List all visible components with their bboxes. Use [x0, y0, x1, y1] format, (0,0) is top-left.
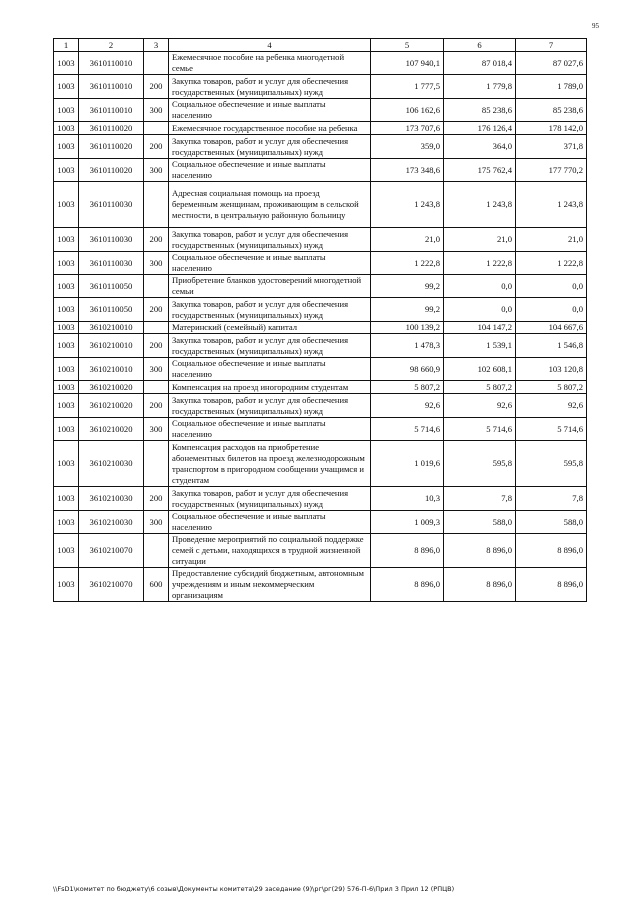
amount-col7-cell: 92,6 — [516, 394, 587, 418]
expense-type-cell — [144, 441, 169, 487]
item-name-cell: Закупка товаров, работ и услуг для обеспечения государственных (муниципальных) нужд — [169, 298, 371, 322]
amount-col6-cell: 364,0 — [444, 135, 516, 159]
item-name-cell: Закупка товаров, работ и услуг для обеспечения государственных (муниципальных) нужд — [169, 394, 371, 418]
section-code-cell: 1003 — [54, 228, 79, 252]
item-name-cell: Социальное обеспечение и иные выплаты населению — [169, 511, 371, 534]
section-code-cell: 1003 — [54, 298, 79, 322]
table-body — [54, 52, 587, 602]
target-article-cell: 3610210030 — [79, 441, 144, 487]
expense-type-cell: 300 — [144, 511, 169, 534]
target-article-cell: 3610110020 — [79, 122, 144, 135]
expense-type-cell: 200 — [144, 298, 169, 322]
amount-col7-cell: 178 142,0 — [516, 122, 587, 135]
amount-col6-cell: 8 896,0 — [444, 534, 516, 568]
item-name-cell: Социальное обеспечение и иные выплаты населению — [169, 252, 371, 275]
amount-col5-cell: 8 896,0 — [371, 534, 444, 568]
section-code-cell: 1003 — [54, 159, 79, 182]
header-cell: 1 — [54, 39, 79, 52]
amount-col7-cell: 5 714,6 — [516, 418, 587, 441]
item-name-cell: Социальное обеспечение и иные выплаты населению — [169, 99, 371, 122]
item-name-cell: Ежемесячное пособие на ребенка многодетной семье — [169, 52, 371, 75]
expense-type-cell: 200 — [144, 75, 169, 99]
amount-col7-cell: 7,8 — [516, 487, 587, 511]
target-article-cell: 3610110020 — [79, 135, 144, 159]
expense-type-cell — [144, 534, 169, 568]
amount-col5-cell: 100 139,2 — [371, 322, 444, 334]
amount-col6-cell: 102 608,1 — [444, 358, 516, 381]
item-name-cell: Закупка товаров, работ и услуг для обеспечения государственных (муниципальных) нужд — [169, 228, 371, 252]
target-article-cell: 3610210070 — [79, 568, 144, 602]
amount-col6-cell: 176 126,4 — [444, 122, 516, 135]
page-number: 95 — [592, 22, 599, 30]
amount-col5-cell: 1 009,3 — [371, 511, 444, 534]
amount-col7-cell: 8 896,0 — [516, 568, 587, 602]
target-article-cell: 3610210030 — [79, 487, 144, 511]
table-row — [54, 568, 587, 602]
amount-col7-cell: 104 667,6 — [516, 322, 587, 334]
amount-col7-cell: 0,0 — [516, 275, 587, 298]
amount-col7-cell: 8 896,0 — [516, 534, 587, 568]
expense-type-cell: 300 — [144, 252, 169, 275]
amount-col7-cell: 1 222,8 — [516, 252, 587, 275]
target-article-cell: 3610110030 — [79, 182, 144, 228]
section-code-cell: 1003 — [54, 322, 79, 334]
amount-col5-cell: 173 348,6 — [371, 159, 444, 182]
header-cell: 3 — [144, 39, 169, 52]
footer-file-path: \\FsD1\комитет по бюджету\6 созыв\Документы комитета\29 заседание (9)\рг\рг(29) 576-П-6\Прил 3 Прил 12 (РПЦВ) — [53, 885, 455, 893]
expense-type-cell: 200 — [144, 135, 169, 159]
item-name-cell: Закупка товаров, работ и услуг для обеспечения государственных (муниципальных) нужд — [169, 334, 371, 358]
section-code-cell: 1003 — [54, 381, 79, 394]
section-code-cell: 1003 — [54, 99, 79, 122]
amount-col7-cell: 588,0 — [516, 511, 587, 534]
amount-col7-cell: 595,8 — [516, 441, 587, 487]
amount-col7-cell: 1 546,8 — [516, 334, 587, 358]
amount-col5-cell: 92,6 — [371, 394, 444, 418]
section-code-cell: 1003 — [54, 394, 79, 418]
section-code-cell: 1003 — [54, 418, 79, 441]
amount-col6-cell: 85 238,6 — [444, 99, 516, 122]
section-code-cell: 1003 — [54, 568, 79, 602]
section-code-cell: 1003 — [54, 358, 79, 381]
target-article-cell: 3610210020 — [79, 418, 144, 441]
item-name-cell: Закупка товаров, работ и услуг для обеспечения государственных (муниципальных) нужд — [169, 75, 371, 99]
target-article-cell: 3610110010 — [79, 52, 144, 75]
amount-col6-cell: 5 714,6 — [444, 418, 516, 441]
amount-col5-cell: 1 019,6 — [371, 441, 444, 487]
section-code-cell: 1003 — [54, 511, 79, 534]
expense-type-cell — [144, 52, 169, 75]
target-article-cell: 3610110050 — [79, 275, 144, 298]
amount-col6-cell: 5 807,2 — [444, 381, 516, 394]
target-article-cell: 3610210030 — [79, 511, 144, 534]
target-article-cell: 3610210010 — [79, 358, 144, 381]
table-row — [54, 52, 587, 75]
amount-col7-cell: 177 770,2 — [516, 159, 587, 182]
item-name-cell: Предоставление субсидий бюджетным, автономным учреждениям и иным некоммерческим организациям — [169, 568, 371, 602]
target-article-cell: 3610210070 — [79, 534, 144, 568]
table-row — [54, 228, 587, 252]
amount-col5-cell: 99,2 — [371, 298, 444, 322]
amount-col5-cell: 10,3 — [371, 487, 444, 511]
amount-col6-cell: 87 018,4 — [444, 52, 516, 75]
header-cell: 2 — [79, 39, 144, 52]
amount-col5-cell: 8 896,0 — [371, 568, 444, 602]
item-name-cell: Социальное обеспечение и иные выплаты населению — [169, 418, 371, 441]
expense-type-cell — [144, 381, 169, 394]
header-cell: 4 — [169, 39, 371, 52]
section-code-cell: 1003 — [54, 487, 79, 511]
amount-col6-cell: 21,0 — [444, 228, 516, 252]
target-article-cell: 3610210010 — [79, 334, 144, 358]
amount-col5-cell: 5 714,6 — [371, 418, 444, 441]
section-code-cell: 1003 — [54, 252, 79, 275]
target-article-cell: 3610110020 — [79, 159, 144, 182]
amount-col6-cell: 175 762,4 — [444, 159, 516, 182]
section-code-cell: 1003 — [54, 441, 79, 487]
item-name-cell: Закупка товаров, работ и услуг для обеспечения государственных (муниципальных) нужд — [169, 135, 371, 159]
amount-col5-cell: 1 222,8 — [371, 252, 444, 275]
amount-col5-cell: 1 243,8 — [371, 182, 444, 228]
item-name-cell: Компенсация расходов на приобретение абонементных билетов на проезд железнодорожным транспортом в пригородном сообщении учащимся и студентам — [169, 441, 371, 487]
amount-col5-cell: 173 707,6 — [371, 122, 444, 135]
table-row — [54, 159, 587, 182]
amount-col5-cell: 21,0 — [371, 228, 444, 252]
amount-col6-cell: 0,0 — [444, 275, 516, 298]
item-name-cell: Социальное обеспечение и иные выплаты населению — [169, 159, 371, 182]
section-code-cell: 1003 — [54, 534, 79, 568]
amount-col6-cell: 595,8 — [444, 441, 516, 487]
table-row — [54, 135, 587, 159]
table-row — [54, 334, 587, 358]
amount-col7-cell: 5 807,2 — [516, 381, 587, 394]
section-code-cell: 1003 — [54, 275, 79, 298]
expense-type-cell: 200 — [144, 334, 169, 358]
table-row — [54, 252, 587, 275]
amount-col5-cell: 99,2 — [371, 275, 444, 298]
item-name-cell: Приобретение бланков удостоверений многодетной семьи — [169, 275, 371, 298]
header-cell: 7 — [516, 39, 587, 52]
item-name-cell: Материнский (семейный) капитал — [169, 322, 371, 334]
amount-col7-cell: 85 238,6 — [516, 99, 587, 122]
table-row — [54, 487, 587, 511]
table-row — [54, 75, 587, 99]
expense-type-cell: 600 — [144, 568, 169, 602]
table-row — [54, 418, 587, 441]
amount-col7-cell: 1 243,8 — [516, 182, 587, 228]
item-name-cell: Проведение мероприятий по социальной поддержке семей с детьми, находящихся в трудной жизненной ситуации — [169, 534, 371, 568]
amount-col7-cell: 0,0 — [516, 298, 587, 322]
amount-col6-cell: 1 539,1 — [444, 334, 516, 358]
amount-col6-cell: 8 896,0 — [444, 568, 516, 602]
table-row — [54, 322, 587, 334]
amount-col7-cell: 1 789,0 — [516, 75, 587, 99]
amount-col5-cell: 98 660,9 — [371, 358, 444, 381]
expense-type-cell: 200 — [144, 394, 169, 418]
item-name-cell: Адресная социальная помощь на проезд беременным женщинам, проживающим в сельской местности, в центральную районную больницу — [169, 182, 371, 228]
expense-type-cell — [144, 322, 169, 334]
amount-col7-cell: 371,8 — [516, 135, 587, 159]
budget-table — [53, 38, 587, 602]
amount-col5-cell: 1 777,5 — [371, 75, 444, 99]
table-row — [54, 441, 587, 487]
table-row — [54, 511, 587, 534]
amount-col7-cell: 103 120,8 — [516, 358, 587, 381]
expense-type-cell — [144, 182, 169, 228]
section-code-cell: 1003 — [54, 182, 79, 228]
target-article-cell: 3610210010 — [79, 322, 144, 334]
expense-type-cell: 200 — [144, 228, 169, 252]
table-row — [54, 358, 587, 381]
table-row — [54, 394, 587, 418]
table-row — [54, 298, 587, 322]
item-name-cell: Социальное обеспечение и иные выплаты населению — [169, 358, 371, 381]
amount-col7-cell: 21,0 — [516, 228, 587, 252]
target-article-cell: 3610110010 — [79, 75, 144, 99]
amount-col5-cell: 5 807,2 — [371, 381, 444, 394]
header-cell: 5 — [371, 39, 444, 52]
item-name-cell: Ежемесячное государственное пособие на ребенка — [169, 122, 371, 135]
expense-type-cell — [144, 275, 169, 298]
table-row — [54, 182, 587, 228]
header-cell: 6 — [444, 39, 516, 52]
expense-type-cell: 300 — [144, 159, 169, 182]
expense-type-cell: 300 — [144, 418, 169, 441]
expense-type-cell — [144, 122, 169, 135]
table-row — [54, 99, 587, 122]
target-article-cell: 3610110050 — [79, 298, 144, 322]
amount-col7-cell: 87 027,6 — [516, 52, 587, 75]
section-code-cell: 1003 — [54, 135, 79, 159]
amount-col6-cell: 0,0 — [444, 298, 516, 322]
section-code-cell: 1003 — [54, 334, 79, 358]
amount-col5-cell: 1 478,3 — [371, 334, 444, 358]
table-row — [54, 122, 587, 135]
amount-col6-cell: 92,6 — [444, 394, 516, 418]
section-code-cell: 1003 — [54, 52, 79, 75]
target-article-cell: 3610110030 — [79, 252, 144, 275]
table-header-row — [54, 39, 587, 52]
amount-col6-cell: 588,0 — [444, 511, 516, 534]
item-name-cell: Компенсация на проезд иногородним студентам — [169, 381, 371, 394]
section-code-cell: 1003 — [54, 122, 79, 135]
table-row — [54, 381, 587, 394]
item-name-cell: Закупка товаров, работ и услуг для обеспечения государственных (муниципальных) нужд — [169, 487, 371, 511]
expense-type-cell: 300 — [144, 358, 169, 381]
amount-col5-cell: 107 940,1 — [371, 52, 444, 75]
target-article-cell: 3610210020 — [79, 394, 144, 418]
table-row — [54, 275, 587, 298]
expense-type-cell: 200 — [144, 487, 169, 511]
expense-type-cell: 300 — [144, 99, 169, 122]
amount-col5-cell: 359,0 — [371, 135, 444, 159]
amount-col5-cell: 106 162,6 — [371, 99, 444, 122]
section-code-cell: 1003 — [54, 75, 79, 99]
amount-col6-cell: 1 222,8 — [444, 252, 516, 275]
amount-col6-cell: 1 243,8 — [444, 182, 516, 228]
amount-col6-cell: 1 779,8 — [444, 75, 516, 99]
target-article-cell: 3610110030 — [79, 228, 144, 252]
amount-col6-cell: 7,8 — [444, 487, 516, 511]
table-row — [54, 534, 587, 568]
target-article-cell: 3610110010 — [79, 99, 144, 122]
target-article-cell: 3610210020 — [79, 381, 144, 394]
amount-col6-cell: 104 147,2 — [444, 322, 516, 334]
